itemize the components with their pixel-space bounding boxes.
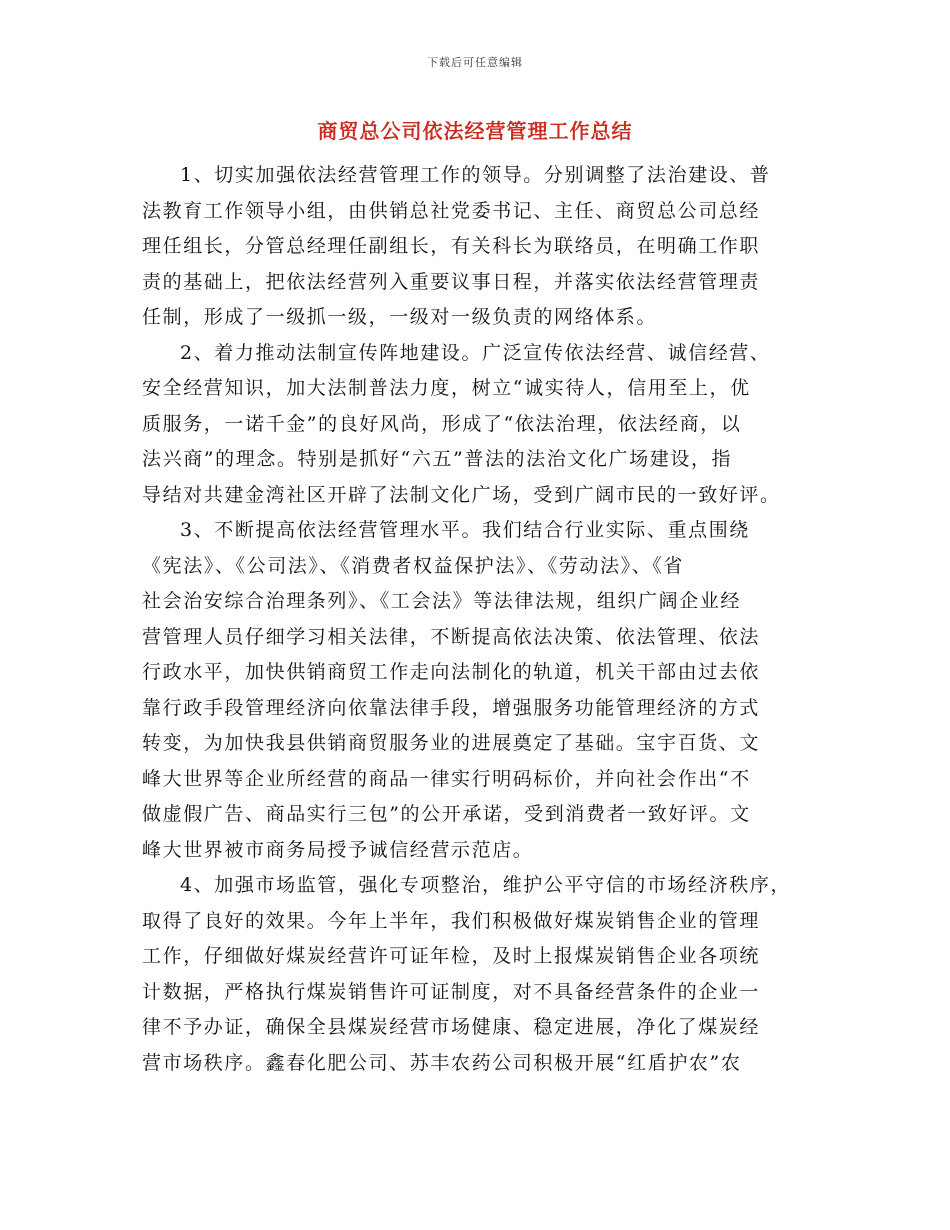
paragraph-line: 峰大世界等企业所经营的商品一律实行明码标价，并向社会作出“不 bbox=[142, 767, 751, 790]
header-note: 下载后可任意编辑 bbox=[427, 56, 523, 69]
paragraph-4 bbox=[142, 868, 810, 1081]
paragraph-line: 计数据，严格执行煤炭销售许可证制度，对不具备经营条件的企业一 bbox=[142, 980, 761, 1003]
paragraph-line: 峰大世界被市商务局授予诚信经营示范店。 bbox=[142, 838, 534, 861]
paragraph-line: 导结对共建金湾社区开辟了法制文化广场，受到广阔市民的一致好评。 bbox=[142, 483, 781, 506]
paragraph-1 bbox=[142, 158, 810, 336]
paragraph-3 bbox=[142, 513, 810, 868]
paragraph-line: 1、切实加强依法经营管理工作的领导。分别调整了法治建设、普 bbox=[180, 164, 771, 186]
paragraph-line: 社会治安综合治理条列》、《工会法》等法律法规，组织广阔企业经 bbox=[142, 590, 742, 612]
paragraph-2 bbox=[142, 336, 810, 514]
paragraph-line: 营管理人员仔细学习相关法律，不断提高依法决策、依法管理、依法 bbox=[142, 625, 761, 648]
paragraph-line: 4、加强市场监管，强化专项整治，维护公平守信的市场经济秩序， bbox=[180, 874, 792, 896]
document-body bbox=[142, 158, 810, 1081]
paragraph-line: 转变，为加快我县供销商贸服务业的进展奠定了基础。宝宇百货、文 bbox=[142, 732, 761, 754]
paragraph-line: 工作，仔细做好煤炭经营许可证年检，及时上报煤炭销售企业各项统 bbox=[142, 945, 761, 967]
paragraph-line: 取得了良好的效果。今年上半年，我们积极做好煤炭销售企业的管理 bbox=[142, 909, 761, 932]
paragraph-line: 质服务，一诺千金”的良好风尚，形成了“依法治理，依法经商，以 bbox=[142, 412, 742, 435]
paragraph-line: 《宪法》、《公司法》、《消费者权益保护法》、《劳动法》、《省 bbox=[142, 554, 685, 577]
paragraph-line: 2、着力推动法制宣传阵地建设。广泛宣传依法经营、诚信经营、 bbox=[180, 341, 771, 364]
document-title: 商贸总公司依法经营管理工作总结 bbox=[317, 119, 633, 143]
paragraph-line: 做虚假广告、商品实行三包”的公开承诺，受到消费者一致好评。文 bbox=[142, 803, 751, 825]
paragraph-line: 法教育工作领导小组，由供销总社党委书记、主任、商贸总公司总经 bbox=[142, 199, 761, 222]
paragraph-line: 理任组长，分管总经理任副组长，有关科长为联络员，在明确工作职 bbox=[142, 235, 761, 257]
paragraph-line: 任制，形成了一级抓一级，一级对一级负责的网络体系。 bbox=[142, 306, 658, 328]
paragraph-line: 法兴商”的理念。特别是抓好“六五”普法的法治文化广场建设，指 bbox=[142, 448, 733, 470]
paragraph-line: 安全经营知识，加大法制普法力度，树立“诚实待人，信用至上，优 bbox=[142, 377, 751, 399]
paragraph-line: 责的基础上，把依法经营列入重要议事日程，并落实依法经营管理责 bbox=[142, 270, 761, 293]
paragraph-line: 靠行政手段管理经济向依靠法律手段，增强服务功能管理经济的方式 bbox=[142, 696, 761, 719]
paragraph-line: 3、不断提高依法经营管理水平。我们结合行业实际、重点围绕 bbox=[180, 519, 750, 541]
paragraph-line: 营市场秩序。鑫春化肥公司、苏丰农药公司积极开展“红盾护农”农 bbox=[142, 1051, 742, 1074]
paragraph-line: 律不予办证，确保全县煤炭经营市场健康、稳定进展，净化了煤炭经 bbox=[142, 1016, 761, 1038]
paragraph-line: 行政水平，加快供销商贸工作走向法制化的轨道，机关干部由过去依 bbox=[142, 661, 761, 683]
